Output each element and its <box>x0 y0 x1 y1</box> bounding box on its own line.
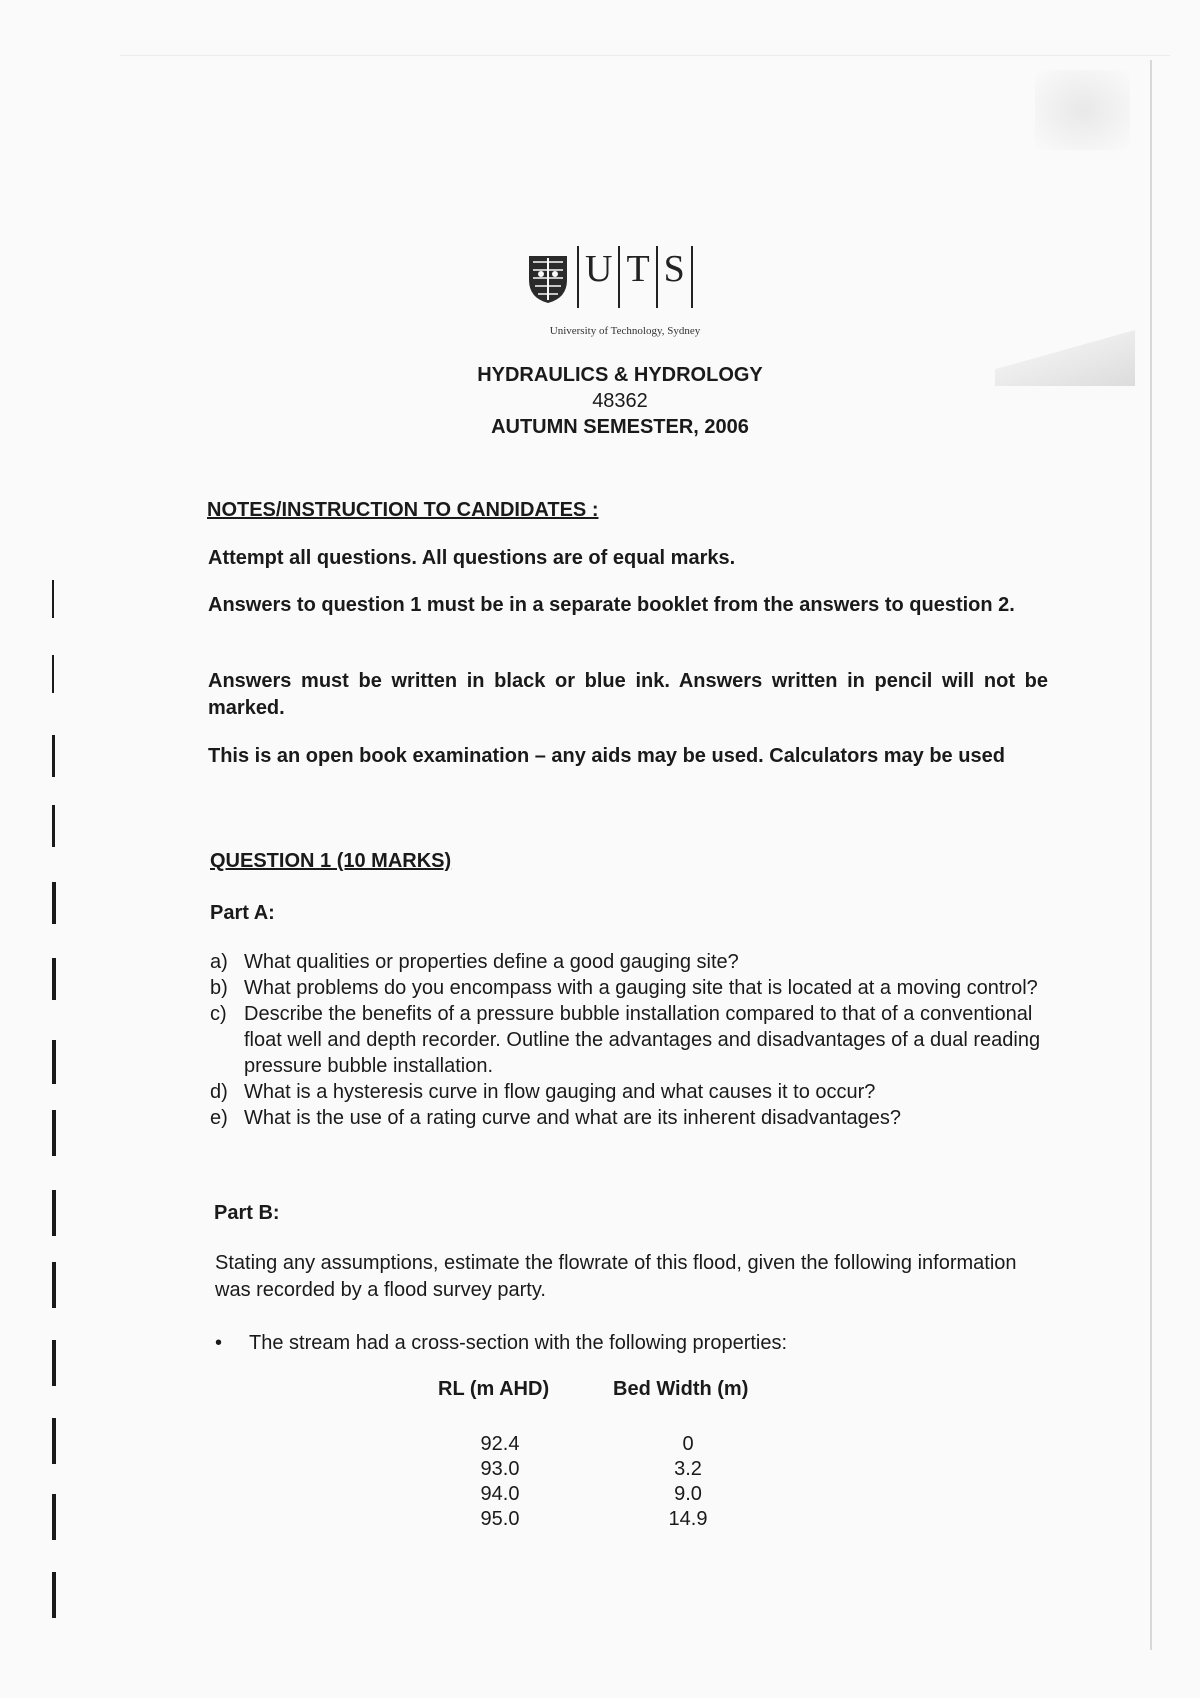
binding-mark <box>52 735 55 777</box>
item-label: a) <box>210 951 228 973</box>
item-label: c) <box>210 1003 227 1025</box>
binding-mark <box>52 1110 56 1156</box>
scan-top-edge <box>120 55 1170 56</box>
scan-smudge <box>995 330 1135 386</box>
table-cell: 0 <box>682 1433 694 1455</box>
table-cell: 3.2 <box>674 1458 702 1480</box>
binding-mark <box>52 1340 56 1386</box>
semester: AUTUMN SEMESTER, 2006 <box>491 416 749 438</box>
list-item <box>210 1079 1050 1105</box>
binding-mark <box>52 655 54 693</box>
binding-mark <box>52 882 56 924</box>
list-item <box>210 1105 1050 1131</box>
bullet-icon: • <box>215 1332 223 1354</box>
item-label: d) <box>210 1081 228 1103</box>
list-item <box>210 949 1050 975</box>
item-text: What is the use of a rating curve and what are its inherent disadvantages? <box>244 1107 902 1129</box>
logo-letter-u: U <box>585 248 613 290</box>
item-text: What is a hysteresis curve in flow gauging and what causes it to occur? <box>244 1081 876 1103</box>
part-a-heading: Part A: <box>210 902 275 924</box>
question-1-heading: QUESTION 1 (10 MARKS) <box>210 850 452 872</box>
binding-mark <box>52 1262 56 1308</box>
notes-heading: NOTES/INSTRUCTION TO CANDIDATES : <box>207 499 599 521</box>
binding-mark <box>52 805 55 847</box>
exam-header <box>420 362 820 440</box>
table-cell: 93.0 <box>480 1458 520 1480</box>
item-label: e) <box>210 1107 228 1129</box>
part-b-intro: Stating any assumptions, estimate the flowrate of this flood, given the following information was recorded by a flood survey party. <box>215 1252 1017 1301</box>
item-text: What qualities or properties define a good gauging site? <box>244 951 739 973</box>
binding-mark <box>52 1418 56 1464</box>
course-title: HYDRAULICS & HYDROLOGY <box>477 364 763 386</box>
table-cell: 92.4 <box>480 1433 520 1455</box>
part-b-heading: Part B: <box>214 1202 280 1224</box>
binding-mark <box>52 1572 56 1618</box>
table-column-rl <box>460 1432 540 1532</box>
crest-icon <box>527 254 569 304</box>
part-a-questions <box>210 949 1050 1131</box>
binding-mark <box>52 1040 56 1084</box>
notes-paragraph: Answers must be written in black or blue ink. Answers written in pencil will not be marked. <box>208 670 1048 719</box>
table-cell: 94.0 <box>480 1483 520 1505</box>
binding-mark <box>52 958 56 1000</box>
table-cell: 9.0 <box>674 1483 702 1505</box>
uts-logo <box>522 246 722 316</box>
binding-mark <box>52 1190 56 1236</box>
table-cell: 14.9 <box>668 1508 708 1530</box>
notes-paragraph: Answers to question 1 must be in a separate booklet from the answers to question 2. <box>208 594 1015 616</box>
table-cell: 95.0 <box>480 1508 520 1530</box>
scan-smudge-top <box>1035 70 1130 150</box>
item-label: b) <box>210 977 228 999</box>
list-item <box>210 1001 1050 1079</box>
notes-paragraph: This is an open book examination – any aids may be used. Calculators may be used <box>208 745 1005 767</box>
course-code: 48362 <box>592 390 648 412</box>
bullet-text: The stream had a cross-section with the following properties: <box>249 1332 788 1354</box>
table-header-rl: RL (m AHD) <box>438 1378 550 1400</box>
bullet-item <box>215 1330 787 1356</box>
scan-right-edge <box>1150 60 1152 1650</box>
table-column-width <box>648 1432 728 1532</box>
list-item <box>210 975 1050 1001</box>
binding-mark <box>52 1494 56 1540</box>
item-text: What problems do you encompass with a gauging site that is located at a moving control? <box>244 977 1038 999</box>
logo-letter-t: T <box>626 248 650 290</box>
item-text: Describe the benefits of a pressure bubble installation compared to that of a conventional float well and depth recorder. Outline the advantages and disadvantages of a dual reading pressure bubble installation. <box>244 1003 1041 1077</box>
binding-mark <box>52 580 54 618</box>
table-header-width: Bed Width (m) <box>613 1378 749 1400</box>
logo-caption: University of Technology, Sydney <box>549 325 701 337</box>
notes-paragraph: Attempt all questions. All questions are of equal marks. <box>208 547 736 569</box>
logo-letter-s: S <box>663 248 685 290</box>
